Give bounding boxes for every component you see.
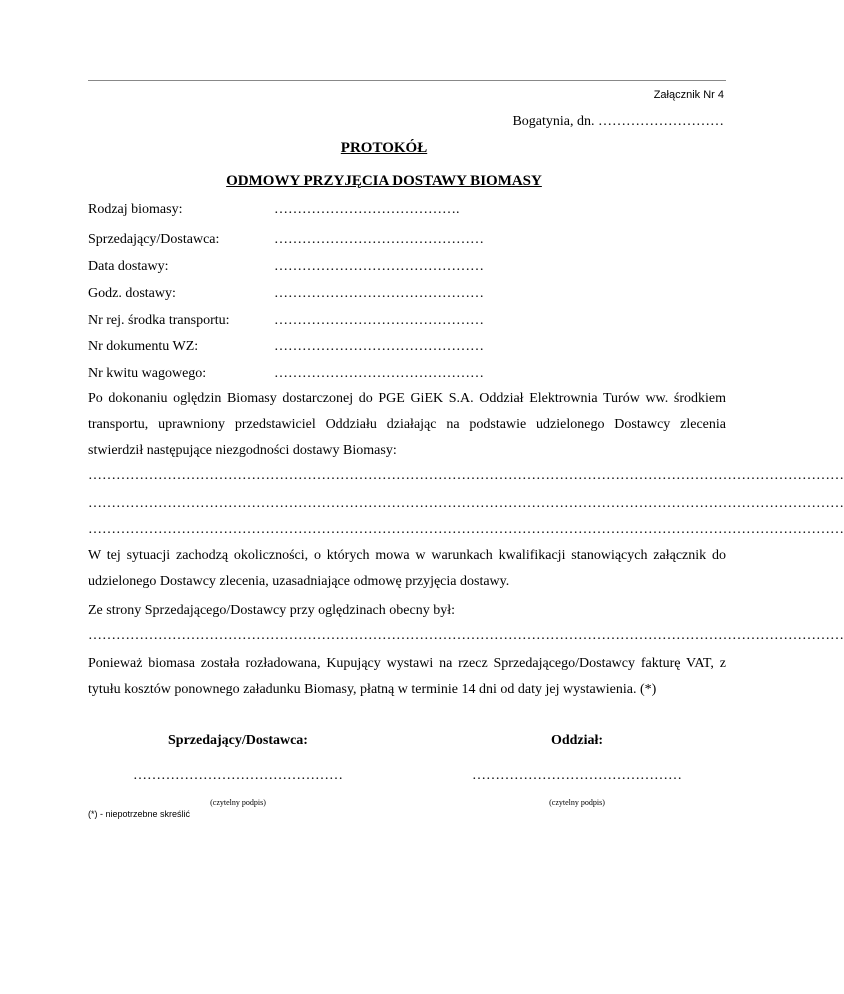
paragraph-inspection: Po dokonaniu oględzin Biomasy dostarczonej do PGE GiEK S.A. Oddział Elektrownia Turów ww. środkiem transportu, uprawniony przedstawiciel Oddziału działając na podstawie udzielonego Dostawcy zlecenia stwierdził następujące niezgodności dostawy Biomasy: [88,391,726,458]
dotted-line-2: ……………………………………………………………………………………………………………………………………………… [88,496,844,511]
signature-note: (czytelny podpis) [549,798,605,807]
field-value: ……………………………………… [274,366,484,381]
signature-seller [98,733,378,807]
dotted-line-1: ……………………………………………………………………………………………………………………………………………… [88,468,844,483]
field-value: ……………………………………… [274,339,484,354]
paragraph-present: Ze strony Sprzedającego/Dostawcy przy oględzinach obecny był: [88,603,455,618]
place-date: Bogatynia, dn. ……………………… [512,114,724,129]
field-delivery-date [88,259,728,279]
document-title: PROTOKÓŁ [340,140,428,156]
annex-number: Załącznik Nr 4 [653,89,724,101]
field-label: Rodzaj biomasy: [88,202,183,217]
signature-title: Sprzedający/Dostawca: [168,733,308,748]
field-label: Nr dokumentu WZ: [88,339,199,354]
field-label: Data dostawy: [88,259,169,274]
field-value: ……………………………………… [274,259,484,274]
field-label: Sprzedający/Dostawca: [88,232,220,247]
header-rule [88,80,726,81]
signature-note: (czytelny podpis) [210,798,266,807]
field-value: …………………………………. [274,202,460,217]
field-wz-document [88,339,728,359]
field-weight-receipt [88,366,728,386]
field-label: Godz. dostawy: [88,286,176,301]
field-label: Nr kwitu wagowego: [88,366,207,381]
field-delivery-time [88,286,728,306]
document-subtitle: ODMOWY PRZYJĘCIA DOSTAWY BIOMASY [226,173,542,189]
paragraph-circumstances: W tej sytuacji zachodzą okoliczności, o których mowa w warunkach kwalifikacji stanowiących załącznik do udzielonego Dostawcy zlecenia, uzasadniające odmowę przyjęcia dostawy. [88,548,726,589]
field-value: ……………………………………… [274,286,484,301]
footnote: (*) - niepotrzebne skreślić [88,809,191,819]
field-vehicle-reg [88,313,728,333]
signature-line: ……………………………………… [472,768,682,783]
field-seller [88,232,728,252]
paragraph-invoice: Ponieważ biomasa została rozładowana, Kupujący wystawi na rzecz Sprzedającego/Dostawcy fakturę VAT, z tytułu kosztów ponownego załadunku Biomasy, płatną w terminie 14 dni od daty jej wystawienia. (*) [88,656,726,697]
field-value: ……………………………………… [274,232,484,247]
dotted-line-4: ……………………………………………………………………………………………………………………………………………… [88,628,844,643]
signature-title: Oddział: [550,733,604,748]
field-label: Nr rej. środka transportu: [88,313,230,328]
field-value: ……………………………………… [274,313,484,328]
field-biomass-type [88,202,728,222]
signature-line: ……………………………………… [133,768,343,783]
signature-branch [437,733,717,807]
dotted-line-3: ……………………………………………………………………………………………………………………………………………… [88,522,844,537]
